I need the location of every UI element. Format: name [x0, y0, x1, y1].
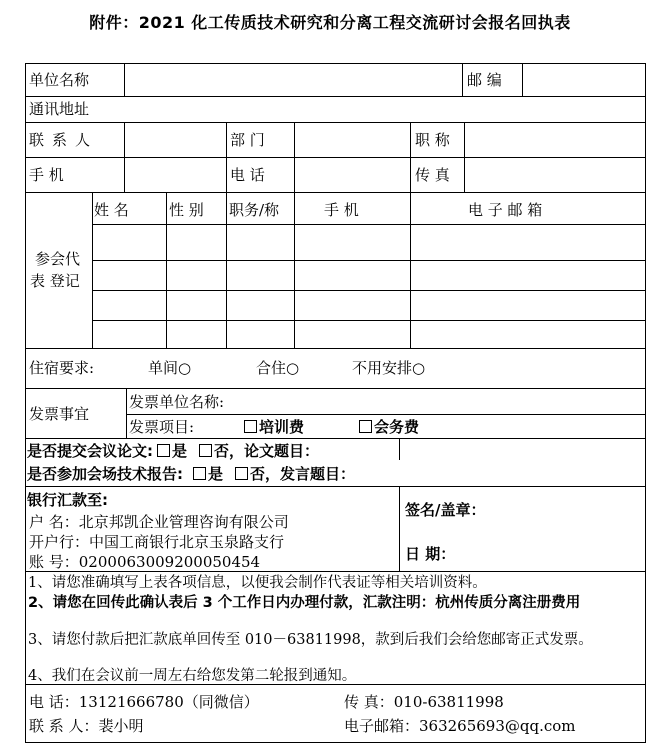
date-label: 日 期：	[405, 545, 456, 563]
col-divider	[92, 192, 93, 348]
tech-report-line	[27, 464, 355, 484]
row-divider	[92, 260, 646, 261]
fax-field[interactable]	[466, 159, 644, 191]
tech-report-question: 是否参加会场技术报告:	[27, 465, 183, 483]
col-divider	[462, 64, 463, 96]
col-divider	[522, 64, 523, 96]
invoice-label: 发票事宜	[29, 405, 90, 423]
col-divider	[124, 122, 125, 192]
dept-label: 部 门	[230, 131, 265, 149]
col-header-title: 职务/称	[229, 201, 280, 219]
row-divider	[92, 320, 646, 321]
row-divider	[26, 122, 646, 123]
bank-account-name: 户 名：北京邦凯企业管理咨询有限公司	[29, 513, 289, 531]
registration-form	[25, 63, 646, 743]
col-divider	[166, 192, 167, 348]
row-divider	[26, 96, 646, 97]
col-divider	[226, 192, 227, 348]
note-1: 1、请您准确填写上表各项信息，以便我会制作代表证等相关培训资料。	[28, 575, 487, 591]
tech-report-no: 否，发言题目：	[250, 465, 356, 483]
row-divider	[26, 486, 646, 487]
paper-submit-question: 是否提交会议论文:	[27, 442, 153, 460]
row-divider	[26, 157, 646, 158]
col-header-gender: 性 别	[169, 201, 204, 219]
tech-report-yes: 是	[208, 465, 224, 483]
contact-person: 联 系 人：裴小明	[29, 717, 144, 735]
col-header-name: 姓 名	[94, 201, 129, 219]
attendee-section-label: 表 登记	[30, 272, 80, 290]
position-label: 职 称	[415, 131, 450, 149]
col-divider	[410, 192, 411, 348]
col-divider	[399, 438, 400, 460]
note-3: 3、请您付款后把汇款底单回传至 010－63811998，款到后我们会给您邮寄正式发票。	[28, 632, 593, 648]
paper-submit-yes: 是	[172, 442, 188, 460]
col-divider	[464, 122, 465, 192]
invoice-unit-label: 发票单位名称:	[129, 393, 225, 411]
fax-label: 传 真	[415, 166, 450, 184]
phone-field[interactable]	[296, 159, 408, 191]
col-divider	[399, 486, 400, 571]
paper-submit-line	[27, 441, 319, 461]
lodging-option-single[interactable]: 单间○	[148, 359, 192, 377]
row-divider	[26, 192, 646, 193]
attendee-section-label: 参会代	[35, 250, 81, 268]
position-field[interactable]	[466, 124, 644, 156]
contact-email: 电子邮箱：363265693@qq.com	[344, 717, 576, 735]
invoice-option-label: 培训费	[259, 418, 305, 436]
checkbox-icon[interactable]	[157, 444, 170, 457]
checkbox-icon[interactable]	[193, 467, 206, 480]
dept-field[interactable]	[296, 124, 408, 156]
invoice-option-training[interactable]	[244, 417, 304, 437]
unit-name-label: 单位名称	[29, 71, 90, 89]
paper-submit-no: 否，论文题目：	[214, 442, 320, 460]
address-label: 通讯地址	[29, 100, 90, 118]
row-divider	[26, 348, 646, 349]
row-divider	[26, 438, 646, 439]
contact-field[interactable]	[126, 124, 224, 156]
checkbox-icon[interactable]	[235, 467, 248, 480]
note-4: 4、我们在会议前一周左右给您发第二轮报到通知。	[28, 668, 357, 684]
col-divider	[126, 388, 127, 438]
bank-branch: 开户行：中国工商银行北京玉泉路支行	[29, 533, 285, 551]
form-title: 附件：2021 化工传质技术研究和分离工程交流研讨会报名回执表	[89, 13, 571, 32]
col-header-mobile: 手 机	[324, 201, 359, 219]
contact-phone: 电 话：13121666780（同微信）	[29, 693, 259, 711]
contact-label: 联系人	[29, 131, 99, 149]
invoice-item-label: 发票项目:	[129, 418, 195, 436]
bank-title: 银行汇款至:	[27, 491, 108, 509]
col-divider	[410, 122, 411, 192]
row-divider	[92, 290, 646, 291]
phone-label: 电 话	[230, 166, 265, 184]
invoice-option-meeting[interactable]	[359, 417, 419, 437]
row-divider	[126, 414, 646, 415]
checkbox-icon[interactable]	[199, 444, 212, 457]
invoice-option-label: 会务费	[374, 418, 420, 436]
postcode-field[interactable]	[524, 66, 644, 94]
checkbox-icon[interactable]	[359, 420, 372, 433]
checkbox-icon[interactable]	[244, 420, 257, 433]
col-divider	[124, 64, 125, 96]
row-divider	[26, 388, 646, 389]
col-divider	[294, 122, 295, 192]
lodging-label: 住宿要求:	[29, 359, 95, 377]
unit-name-field[interactable]	[126, 66, 460, 94]
note-2: 2、请您在回传此确认表后 3 个工作日内办理付款，汇款注明：杭州传质分离注册费用	[28, 595, 581, 611]
signature-label: 签名/盖章：	[405, 501, 486, 519]
bank-account-number: 账 号：0200063009200050454	[29, 553, 261, 571]
lodging-option-none[interactable]: 不用安排○	[352, 359, 426, 377]
postcode-label: 邮 编	[467, 71, 502, 89]
mobile-field[interactable]	[126, 159, 224, 191]
row-divider	[92, 224, 646, 225]
address-field[interactable]	[126, 98, 644, 120]
col-divider	[226, 122, 227, 192]
contact-fax: 传 真：010-63811998	[344, 693, 504, 711]
col-header-email: 电 子 邮 箱	[468, 201, 543, 219]
col-divider	[294, 192, 295, 348]
lodging-option-shared[interactable]: 合住○	[256, 359, 300, 377]
mobile-label: 手 机	[29, 166, 64, 184]
